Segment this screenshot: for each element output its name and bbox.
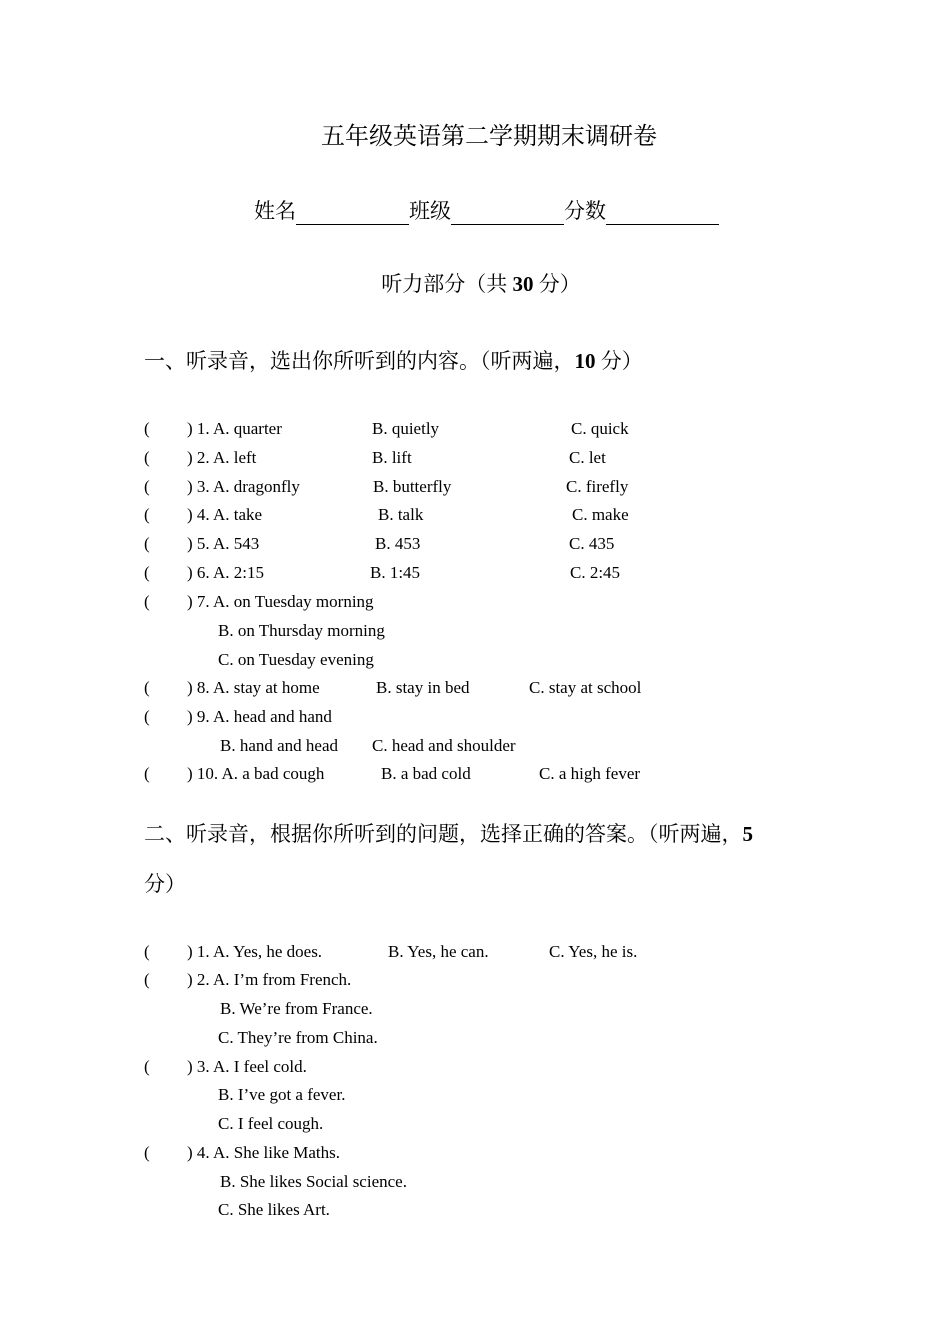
- question-option-a: ) 2. A. left: [187, 448, 257, 467]
- section2-heading: [144, 818, 753, 848]
- question-option-b: B. Yes, he can.: [388, 942, 489, 961]
- class-blank[interactable]: [451, 200, 564, 225]
- question-option-c: C. on Tuesday evening: [218, 650, 374, 669]
- question-option-b: B. stay in bed: [376, 678, 470, 697]
- listening-part-heading: [0, 268, 950, 298]
- listening-points: 30: [512, 272, 534, 296]
- question-option-b: B. quietly: [372, 419, 440, 438]
- answer-paren[interactable]: (: [144, 563, 150, 582]
- question-option-b: B. lift: [372, 448, 412, 467]
- question-option-b: B. She likes Social science.: [220, 1172, 407, 1191]
- question-option-b: B. We’re from France.: [220, 999, 373, 1018]
- question-option-a: ) 1. A. Yes, he does.: [187, 942, 323, 961]
- answer-paren[interactable]: (: [144, 942, 150, 961]
- answer-paren[interactable]: (: [144, 970, 150, 989]
- section2-heading-line2: 分）: [144, 872, 186, 896]
- question-option-c: C. let: [569, 448, 606, 467]
- question-option-c: C. She likes Art.: [218, 1200, 330, 1219]
- question-option-b: B. 453: [375, 534, 421, 553]
- question-option-c: C. stay at school: [529, 678, 642, 697]
- question-option-b: B. hand and head: [220, 736, 339, 755]
- question-option-b: B. I’ve got a fever.: [218, 1085, 346, 1104]
- question-option-c: C. 435: [569, 534, 615, 553]
- page-title: 五年级英语第二学期期末调研卷: [321, 124, 657, 150]
- question-option-a: ) 7. A. on Tuesday morning: [187, 592, 374, 611]
- student-info-line: [254, 195, 719, 225]
- class-label: 班级: [409, 199, 451, 223]
- section1-heading: [144, 345, 643, 375]
- question-option-c: C. a high fever: [539, 764, 641, 783]
- question-option-a: ) 10. A. a bad cough: [187, 764, 325, 783]
- question-option-c: C. firefly: [566, 477, 629, 496]
- answer-paren[interactable]: (: [144, 592, 150, 611]
- answer-paren[interactable]: (: [144, 764, 150, 783]
- question-option-b: B. a bad cold: [381, 764, 471, 783]
- question-option-a: ) 3. A. I feel cold.: [187, 1057, 307, 1076]
- question-option-c: C. make: [572, 505, 629, 524]
- question-option-c: C. quick: [571, 419, 629, 438]
- question-option-a: ) 3. A. dragonfly: [187, 477, 300, 496]
- name-blank[interactable]: [296, 200, 409, 225]
- question-option-a: ) 2. A. I’m from French.: [187, 970, 352, 989]
- answer-paren[interactable]: (: [144, 1143, 150, 1162]
- score-blank[interactable]: [606, 200, 719, 225]
- question-option-a: ) 5. A. 543: [187, 534, 260, 553]
- question-option-a: ) 4. A. She like Maths.: [187, 1143, 340, 1162]
- answer-paren[interactable]: (: [144, 477, 150, 496]
- score-label: 分数: [564, 199, 606, 223]
- question-option-c: C. I feel cough.: [218, 1114, 324, 1133]
- question-option-a: ) 8. A. stay at home: [187, 678, 320, 697]
- question-option-b: B. 1:45: [370, 563, 421, 582]
- question-option-a: ) 4. A. take: [187, 505, 263, 524]
- answer-paren[interactable]: (: [144, 419, 150, 438]
- listening-heading-pre: 听力部分（共: [381, 272, 513, 296]
- question-option-b: B. on Thursday morning: [218, 621, 385, 640]
- listening-heading-post: 分）: [533, 272, 581, 296]
- section1-heading-pre: 一、听录音，选出你所听到的内容。（听两遍，: [144, 349, 575, 373]
- section1-heading-post: 分）: [595, 349, 643, 373]
- question-option-b: B. butterfly: [373, 477, 452, 496]
- answer-paren[interactable]: (: [144, 1057, 150, 1076]
- question-option-c: C. They’re from China.: [218, 1028, 378, 1047]
- answer-paren[interactable]: (: [144, 448, 150, 467]
- answer-paren[interactable]: (: [144, 678, 150, 697]
- answer-paren[interactable]: (: [144, 707, 150, 726]
- answer-paren[interactable]: (: [144, 534, 150, 553]
- answer-paren[interactable]: (: [144, 505, 150, 524]
- question-option-c: C. Yes, he is.: [549, 942, 638, 961]
- question-option-c: C. 2:45: [570, 563, 621, 582]
- question-option-b: B. talk: [378, 505, 424, 524]
- section1-points: 10: [574, 349, 596, 373]
- question-option-a: ) 1. A. quarter: [187, 419, 282, 438]
- name-label: 姓名: [254, 199, 296, 223]
- question-option-a: ) 9. A. head and hand: [187, 707, 332, 726]
- section2-heading-pre: 二、听录音，根据你所听到的问题，选择正确的答案。（听两遍，: [144, 822, 743, 846]
- question-option-a: ) 6. A. 2:15: [187, 563, 264, 582]
- section2-points: 5: [742, 822, 753, 846]
- question-option-c: C. head and shoulder: [372, 736, 516, 755]
